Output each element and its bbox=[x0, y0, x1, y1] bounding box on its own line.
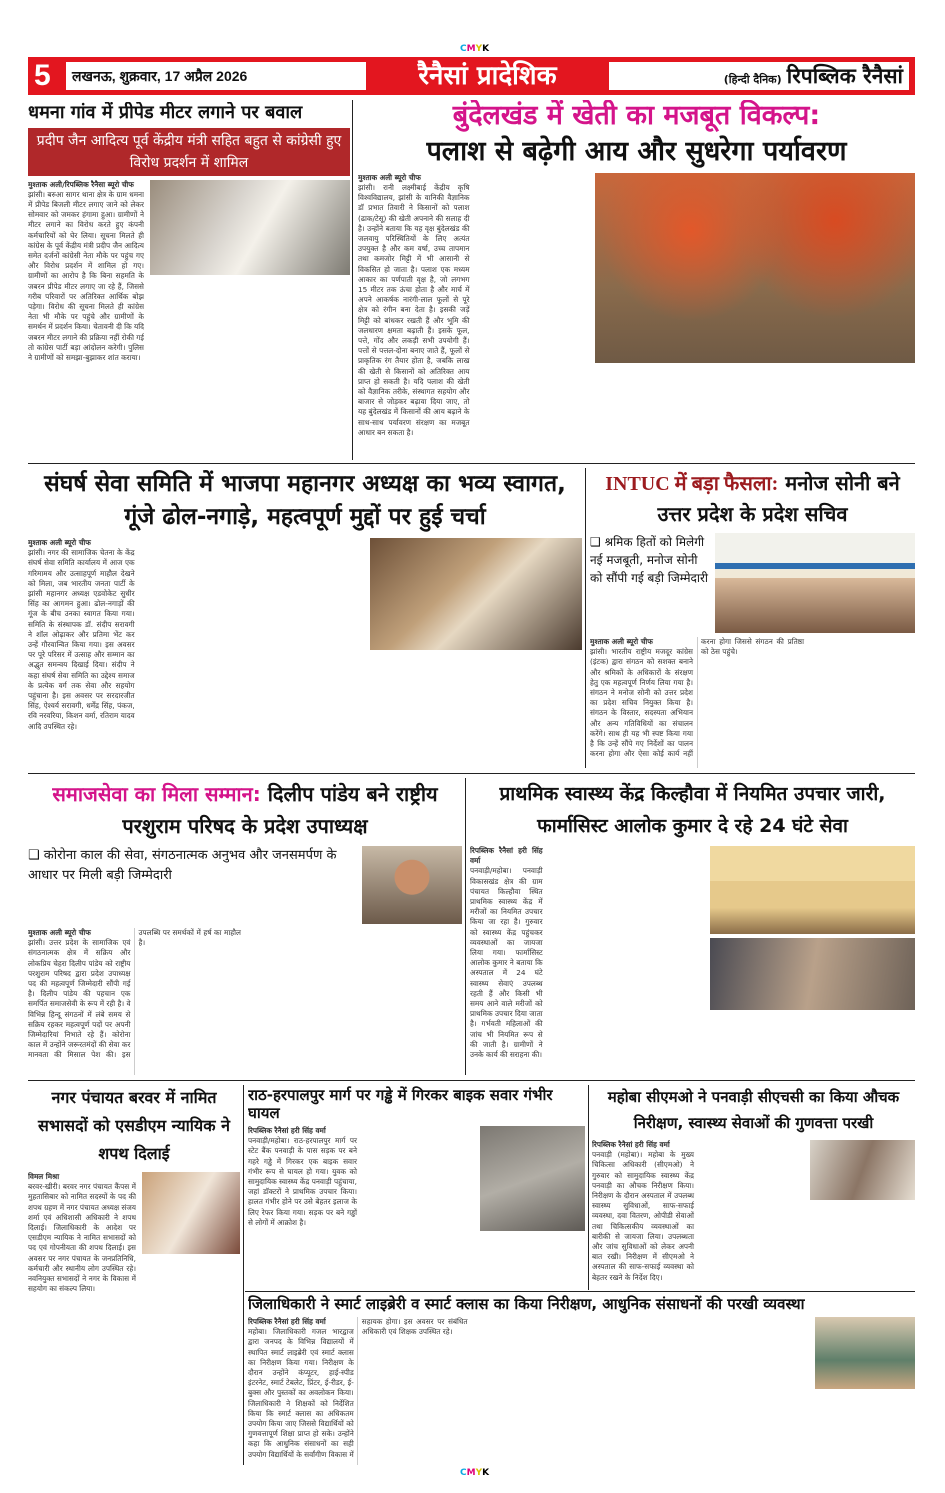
article-a2-content bbox=[358, 173, 915, 460]
body-a8: पनवाड़ी/महोबा। राठ-हरपालपुर मार्ग पर स्टेट बैंक पनवाड़ी के पास सड़क पर बने गहरे गड्ढे में गिरकर एक बाइक सवार गंभीर रूप से घायल हो गया। युवक को सामुदायिक स्वास्थ्य केंद्र पनवाड़ी पहुंचाया, जहां डॉक्टरों ने प्राथमिक उपचार किया। हालत गंभीर होने पर उसे बेहतर इलाज के लिए रेफर किया गया। सड़क पर बने गड्ढों से लोगों में आक्रोश है। bbox=[248, 1136, 357, 1227]
paper-name: रिपब्लिक रैनैसां bbox=[786, 64, 903, 88]
photo-dilip-pandey bbox=[362, 846, 462, 924]
body-a5: झांसी। उत्तर प्रदेश के सामाजिक एवं संगठनात्मक क्षेत्र में सक्रिय और लोकप्रिय चेहरा दिलीप पांडेय को राष्ट्रीय परशुराम परिषद द्वारा प्रदेश उपाध्यक्ष पद की महत्वपूर्ण जिम्मेदारी सौंपी गई है। दिलीप पांडेय की पहचान एक समर्पित समाजसेवी के रूप में रही है। वे विभिन्न हिन्दू संगठनों में लंबे समय से सक्रिय रहकर महत्वपूर्ण पदों पर अपनी जिम्मेदारियां निभाते रहे हैं। कोरोना काल में उन्होंने जरूरतमंदों की सेवा कर मानवता की मिसाल पेश की। इस उपलब्धि पर समर्थकों में हर्ष का माहौल है। bbox=[28, 928, 241, 1060]
brand-box bbox=[609, 62, 909, 90]
divider bbox=[352, 100, 353, 460]
article-a9 bbox=[592, 1084, 915, 1288]
article-a3-content bbox=[28, 538, 582, 768]
photo-welcome-ceremony bbox=[370, 538, 582, 650]
article-a6-content bbox=[470, 846, 915, 1075]
headline-a4-rest: मनोज सोनी बने उत्तर प्रदेश के प्रदेश सचिव bbox=[657, 471, 900, 526]
byline-a3: मुश्ताक अली ब्यूरो चीफ bbox=[28, 538, 91, 547]
photo-protest bbox=[150, 180, 350, 275]
byline-a4: मुश्ताक अली ब्यूरो चीफ bbox=[590, 637, 653, 646]
body-a6: पनवाड़ी/महोबा। पनवाड़ी विकासखंड क्षेत्र की ग्राम पंचायत किल्हौवा स्थित प्राथमिक स्वास्थ्य केंद्र में मरीजों का नियमित उपचार किया जा रहा है। गुरुवार को स्वास्थ्य केंद्र पहुंचकर व्यवस्थाओं का जायजा लिया गया। फार्मासिस्ट आलोक कुमार ने बताया कि अस्पताल में 24 घंटे स्वास्थ्य सेवाएं उपलब्ध रहती हैं और किसी भी समय आने वाले मरीजों को प्राथमिक उपचार दिया जाता है। गर्भवती महिलाओं की जांच भी नियमित रूप से की जाती है। ग्रामीणों ने उनके कार्य की सराहना की। bbox=[470, 866, 543, 1060]
headline-a8: राठ-हरपालपुर मार्ग पर गड्ढे में गिरकर बाइक सवार गंभीर घायल bbox=[248, 1086, 553, 1122]
article-a10-body bbox=[248, 1317, 809, 1465]
article-a9-content bbox=[592, 1140, 915, 1288]
subhead-a1: प्रदीप जैन आदित्य पूर्व केंद्रीय मंत्री सहित बहुत से कांग्रेसी हुए विरोध प्रदर्शन में शामिल bbox=[28, 128, 350, 176]
article-a5-body bbox=[28, 928, 462, 1075]
article-a8-body bbox=[248, 1126, 474, 1288]
article-a10-content bbox=[248, 1317, 915, 1465]
byline-a6: रिपब्लिक रैनैसां हरी सिंह वर्मा bbox=[470, 846, 543, 866]
headline-a5-rest: दिलीप पांडेय बने राष्ट्रीय परशुराम परिषद के प्रदेश उपाध्यक्ष bbox=[122, 782, 438, 838]
headline-a5 bbox=[28, 778, 462, 842]
headline-a2-line1: बुंदेलखंड में खेती का मजबूत विकल्प: bbox=[452, 100, 821, 131]
article-a4-top bbox=[590, 533, 915, 633]
article-a9-body bbox=[592, 1140, 804, 1288]
byline-a9: रिपब्लिक रैनैसां हरी सिंह वर्मा bbox=[592, 1140, 670, 1149]
headline-a3: संघर्ष सेवा समिति में भाजपा महानगर अध्यक्ष का भव्य स्वागत, गूंजे ढोल-नगाड़े, महत्वपूर्ण मुद्दों पर हुई चर्चा bbox=[44, 471, 566, 530]
cmyk-marker-top: CMYK bbox=[460, 44, 490, 54]
body-a10: महोबा। जिलाधिकारी गजल भारद्वाज द्वारा जनपद के विभिन्न विद्यालयों में स्थापित स्मार्ट लाइब्रेरी एवं स्मार्ट क्लास का निरीक्षण किया गया। निरीक्षण के दौरान उन्होंने कंप्यूटर, हाई-स्पीड इंटरनेट, स्मार्ट टेबलेट, प्रिंटर, ई-रीडर, ई-बुक्स और पुस्तकों का अवलोकन किया। जिलाधिकारी ने शिक्षकों को निर्देशित किया कि स्मार्ट क्लास का अधिकतम उपयोग किया जाए जिससे विद्यार्थियों को गुणवत्तापूर्ण शिक्षा प्राप्त हो सके। उन्होंने कहा कि आधुनिक संसाधनों का सही उपयोग विद्यार्थियों के सर्वांगीण विकास में सहायक होगा। इस अवसर पर संबंधित अधिकारी एवं शिक्षक उपस्थित रहे। bbox=[248, 1317, 468, 1459]
photo-palash-trees bbox=[595, 173, 915, 363]
divider bbox=[28, 463, 915, 464]
article-a3-body bbox=[28, 538, 364, 768]
bullet-a5: ❑ कोरोना काल की सेवा, संगठनात्मक अनुभव और जनसमर्पण के आधार पर मिली बड़ी जिम्मेदारी bbox=[28, 848, 337, 883]
article-a5 bbox=[28, 778, 462, 1075]
article-a10 bbox=[248, 1295, 915, 1465]
headline-a4 bbox=[590, 468, 915, 529]
article-a4 bbox=[590, 468, 915, 768]
article-a8 bbox=[248, 1086, 585, 1288]
bullet-a4: ❑ श्रमिक हितों को मिलेगी नई मजबूती, मनोज सोनी को सौंपी गई बड़ी जिम्मेदारी bbox=[590, 535, 709, 585]
byline-a2: मुश्ताक अली ब्यूरो चीफ bbox=[358, 172, 421, 182]
byline-a5: मुश्ताक अली ब्यूरो चीफ bbox=[28, 928, 91, 937]
body-a2: झांसी। रानी लक्ष्मीबाई केंद्रीय कृषि विश्वविद्यालय, झांसी के वानिकी वैज्ञानिक डॉ प्रभात तिवारी ने किसानों को पलाश (ढाक/टेसू) की खेती अपनाने की सलाह दी है। उन्होंने बताया कि यह वृक्ष बुंदेलखंड की जलवायु परिस्थितियों के लिए अत्यंत उपयुक्त है और कम वर्षा, उच्च तापमान तथा कमजोर मिट्टी में भी आसानी से विकसित हो जाता है। पलाश एक मध्यम आकार का पर्णपाती वृक्ष है, जो लगभग 15 मीटर तक ऊंचा होता है और मार्च में अपने आकर्षक नारंगी-लाल फूलों से पूरे क्षेत्र को रंगीन बना देता है। इसकी जड़ें मिट्टी को बांधकर रखती हैं और भूमि की जलधारण क्षमता बढ़ाती हैं। इसके फूल, पत्ते, गोंद और लकड़ी सभी उपयोगी हैं। पत्तों से पत्तल-दोना बनाए जाते हैं, फूलों से प्राकृतिक रंग तैयार होता है, जबकि लाख की खेती से किसानों को अतिरिक्त आय प्राप्त हो सकती है। यदि पलाश की खेती को वैज्ञानिक तरीके, संस्थागत सहयोग और बाजार से जोड़कर बढ़ावा दिया जाए, तो यह बुंदेलखंड में किसानों की आय बढ़ाने के साथ-साथ पर्यावरण संरक्षण का मजबूत आधार बन सकता है। bbox=[358, 182, 470, 437]
article-a2-body bbox=[358, 173, 589, 460]
article-a4-body bbox=[590, 637, 915, 768]
divider bbox=[28, 1080, 915, 1081]
page-number: 5 bbox=[34, 59, 51, 92]
divider bbox=[245, 1291, 915, 1292]
body-a7: बरवर-खीरी। बरवर नगर पंचायत कैंपस में मुहतासिबार को नामित सदस्यों के पद की शपथ ग्रहण में नगर पंचायत अध्यक्ष संजय शर्मा एवं अधिशासी अधिकारी ने शपथ दिलाई। जिलाधिकारी के आदेश पर एसडीएम न्यायिक ने नामित सभासदों को पद एवं गोपनीयता की शपथ दिलाई। इस अवसर पर नगर पंचायत के जनप्रतिनिधि, कर्मचारी और स्थानीय लोग उपस्थित रहे। नवनियुक्त सभासदों ने नगर के विकास में सहयोग का संकल्प लिया। bbox=[28, 1182, 136, 1294]
article-a2 bbox=[358, 100, 915, 460]
divider bbox=[585, 468, 586, 768]
headline-a6: प्राथमिक स्वास्थ्य केंद्र किल्हौवा में नियमित उपचार जारी, फार्मासिस्ट आलोक कुमार दे रहे 24 घंटे सेवा bbox=[499, 783, 886, 837]
headline-a10: जिलाधिकारी ने स्मार्ट लाइब्रेरी व स्मार्ट क्लास का किया निरीक्षण, आधुनिक संसाधनों की परखी व्यवस्था bbox=[248, 1295, 805, 1313]
article-a3 bbox=[28, 468, 582, 768]
divider bbox=[28, 773, 915, 774]
photo-intuc-event bbox=[715, 533, 915, 633]
article-a7 bbox=[28, 1084, 240, 1465]
article-a1-body bbox=[28, 180, 144, 460]
photo-phc-building bbox=[710, 846, 915, 934]
bullet-a4-text: श्रमिक हितों को मिलेगी नई मजबूती, मनोज सोनी को सौंपी गई बड़ी जिम्मेदारी bbox=[590, 535, 709, 585]
article-a5-top bbox=[28, 846, 462, 924]
divider bbox=[243, 1085, 244, 1465]
section-title: रैनैसां प्रादेशिक bbox=[418, 61, 557, 91]
headline-a4-accent: INTUC में बड़ा फैसला: bbox=[605, 473, 779, 495]
article-a1-content bbox=[28, 180, 350, 460]
divider bbox=[588, 1085, 589, 1290]
article-a6 bbox=[470, 778, 915, 1075]
article-a8-content bbox=[248, 1126, 585, 1288]
body-a9: पनवाड़ी (महोबा)। महोबा के मुख्य चिकित्सा अधिकारी (सीएमओ) ने गुरुवार को सामुदायिक स्वास्थ्य केंद्र पनवाड़ी का औचक निरीक्षण किया। निरीक्षण के दौरान अस्पताल में उपलब्ध स्वास्थ्य सुविधाओं, साफ-सफाई व्यवस्था, दवा वितरण, ओपीडी सेवाओं तथा चिकित्सकीय व्यवस्थाओं का बारीकी से जायजा लिया। उपलब्धता और जांच सुविधाओं को लेकर अपनी बात रखी। निरीक्षण में सीएमओ ने अस्पताल की साफ-सफाई व्यवस्था को बेहतर रखने के निर्देश दिए। bbox=[592, 1150, 694, 1282]
byline-a1: मुश्ताक अली/रिपब्लिक रैनैसा ब्यूरो चीफ bbox=[28, 179, 134, 189]
article-a7-content bbox=[28, 1172, 240, 1465]
paper-type: (हिन्दी दैनिक) bbox=[723, 73, 782, 86]
photo-oath-ceremony bbox=[142, 1172, 240, 1254]
byline-a8: रिपब्लिक रैनैसां हरी सिंह वर्मा bbox=[248, 1126, 326, 1135]
headline-a2-line2: पलाश से बढ़ेगी आय और सुधरेगा पर्यावरण bbox=[426, 136, 847, 168]
body-a4: झांसी। भारतीय राष्ट्रीय मजदूर कांग्रेस (इंटक) द्वारा संगठन को सशक्त बनाने और श्रमिकों के अधिकारों के संरक्षण हेतु एक महत्वपूर्ण निर्णय लिया गया है। संगठन ने मनोज सोनी को उत्तर प्रदेश का प्रदेश सचिव नियुक्त किया है। संगठन के विस्तार, सदस्यता अभियान और अन्य गतिविधियों का संचालन करेंगे। साथ ही यह भी स्पष्ट किया गया है कि उन्हें सौंपे गए निर्देशों का पालन करना होगा और ऐसा कोई कार्य नहीं करना होगा जिससे संगठन की प्रतिष्ठा को ठेस पहुंचे। bbox=[590, 637, 804, 759]
body-a1: झांसी। बरुआ सागर थाना क्षेत्र के ग्राम धमना में प्रीपेड बिजली मीटर लगाए जाने को लेकर सोमवार को जमकर हंगामा हुआ। ग्रामीणों ने मीटर लगाने का विरोध करते हुए कंपनी कर्मचारियों को घेर लिया। सूचना मिलते ही कांग्रेस के पूर्व केंद्रीय मंत्री प्रदीप जैन आदित्य समेत दर्जनों कांग्रेसी नेता मौके पर पहुंच गए और विरोध प्रदर्शन में शामिल हो गए। ग्रामीणों का आरोप है कि बिना सहमति के जबरन प्रीपेड मीटर लगाए जा रहे हैं, जिससे गरीब परिवारों पर अतिरिक्त आर्थिक बोझ पड़ेगा। विरोध की सूचना मिलते ही कांग्रेस नेता भी मौके पर पहुंचे और ग्रामीणों के समर्थन में प्रदर्शन किया। चेतावनी दी कि यदि जबरन मीटर लगाने की प्रक्रिया नहीं रोकी गई तो कांग्रेस पार्टी बड़ा आंदोलन करेगी। पुलिस ने ग्रामीणों को समझा-बुझाकर शांत कराया। bbox=[28, 189, 144, 363]
dateline: लखनऊ, शुक्रवार, 17 अप्रैल 2026 bbox=[66, 62, 366, 90]
cmyk-marker-bottom: CMYK bbox=[460, 1468, 490, 1478]
photo-phc-interior bbox=[710, 938, 915, 1010]
byline-a10: रिपब्लिक रैनैसां हरी सिंह वर्मा bbox=[248, 1317, 326, 1326]
bullet-a5-text: कोरोना काल की सेवा, संगठनात्मक अनुभव और जनसमर्पण के आधार पर मिली बड़ी जिम्मेदारी bbox=[28, 848, 337, 883]
headline-a9: महोबा सीएमओ ने पनवाड़ी सीएचसी का किया औचक निरीक्षण, स्वास्थ्य सेवाओं की गुणवत्ता परखी bbox=[607, 1088, 900, 1132]
headline-a7: नगर पंचायत बरवर में नामित सभासदों को एसडीएम न्यायिक ने शपथ दिलाई bbox=[38, 1088, 230, 1163]
article-a7-body bbox=[28, 1172, 136, 1465]
article-a6-body bbox=[470, 846, 704, 1075]
body-a3: झांसी। नगर की सामाजिक चेतना के केंद्र संघर्ष सेवा समिति कार्यालय में आज एक गरिमामय और उत्साहपूर्ण माहौल देखने को मिला, जब भारतीय जनता पार्टी के झांसी महानगर अध्यक्ष एडवोकेट सुधीर सिंह का आगमन हुआ। ढोल-नगाड़ों की गूंज के बीच उनका स्वागत किया गया। समिति के संस्थापक डॉ. संदीप सरावगी ने शॉल ओढ़ाकर और प्रतिमा भेंट कर उन्हें गौरवान्वित किया गया। इस अवसर पर पूरे परिसर में उत्साह और सम्मान का अद्भुत समन्वय दिखाई दिया। संदीप ने कहा संघर्ष सेवा समिति का उद्देश्य समाज के प्रत्येक वर्ग तक सेवा और सहयोग पहुंचाना है। इस अवसर पर सरदारजीत सिंह, ऐश्वर्य सरावगी, धर्मेंद्र सिंह, पंकज, रवि नरवरिया, किशन वर्मा, रतिराम यादव आदि उपस्थित रहे। bbox=[28, 548, 135, 731]
masthead bbox=[28, 57, 915, 95]
photo-smart-class bbox=[815, 1317, 915, 1389]
headline-a1: धमना गांव में प्रीपेड मीटर लगाने पर बवाल bbox=[28, 102, 303, 123]
photo-cmo-inspection bbox=[810, 1140, 915, 1200]
byline-a7: विमल मिश्रा bbox=[28, 1172, 60, 1181]
divider bbox=[465, 778, 466, 1075]
headline-a5-accent: समाजसेवा का मिला सम्मान: bbox=[52, 782, 261, 806]
photo-pothole bbox=[480, 1126, 585, 1231]
article-a1 bbox=[28, 102, 350, 460]
article-a6-photos bbox=[710, 846, 915, 1075]
